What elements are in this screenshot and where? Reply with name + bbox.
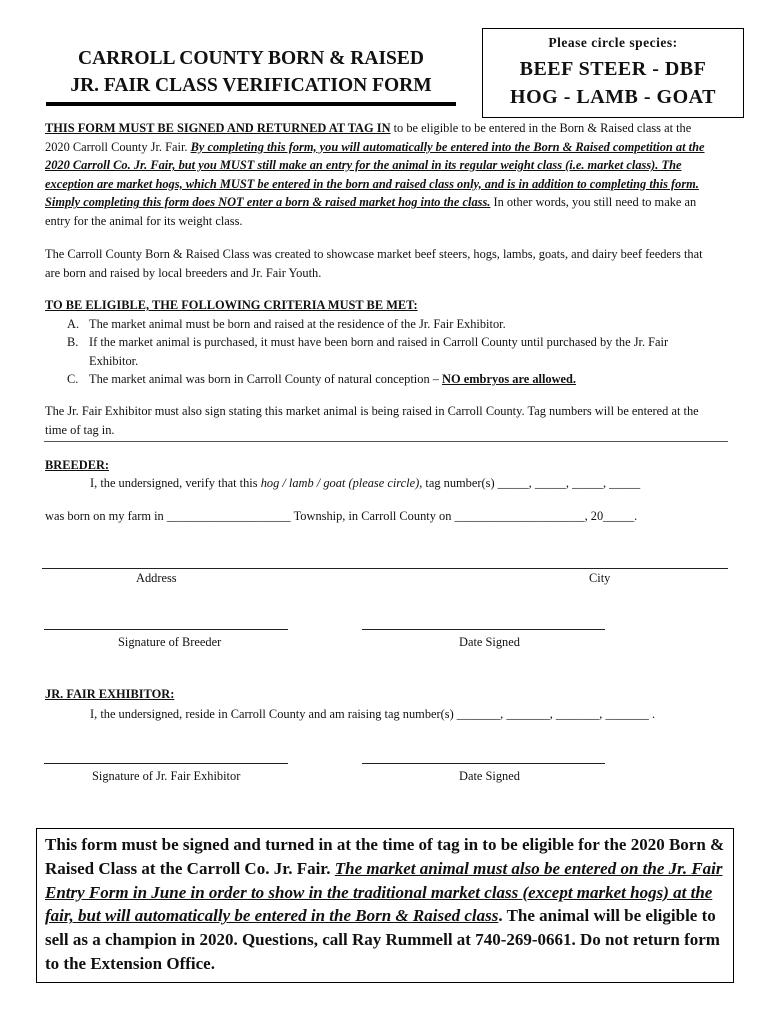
species-options-line1: BEEF STEER - DBF	[519, 58, 707, 80]
criteria-item	[45, 315, 715, 334]
description-paragraph: The Carroll County Born & Raised Class was created to showcase market beef steers, hogs, lambs, goats, and dairy beef feeders that are born and raised by local breeders and Jr. Fair Youth.	[45, 247, 703, 280]
form-title	[46, 45, 456, 99]
exhibitor-statement[interactable]: I, the undersigned, reside in Carroll County and am raising tag number(s) _______, _______, _______, _______ .	[90, 707, 656, 721]
breeder-species-choice[interactable]: hog / lamb / goat (please circle)	[260, 476, 420, 490]
criteria-item-text-wrap	[89, 370, 715, 389]
breeder-tag-numbers-field[interactable]: , tag number(s) _____, _____, _____, _____	[419, 476, 641, 490]
exhibitor-date-line[interactable]	[362, 763, 605, 764]
criteria-heading: TO BE ELIGIBLE, THE FOLLOWING CRITERIA MUST BE MET:	[45, 298, 418, 312]
footer-notice-box	[36, 828, 734, 983]
city-label: City	[589, 571, 611, 585]
breeder-date-line[interactable]	[362, 629, 605, 630]
breeder-date-label: Date Signed	[459, 635, 520, 649]
address-city-line[interactable]	[42, 568, 728, 569]
exhibitor-signature-label: Signature of Jr. Fair Exhibitor	[92, 769, 241, 783]
breeder-heading: BREEDER:	[45, 458, 110, 472]
footer-italic: The market animal must also be entered on the Jr. Fair Entry Form in June in order to show in the traditional market class (except market hogs) at the fair, but will automatically be entered in the Born & Raised class	[45, 858, 723, 926]
intro-text1: to be eligible to be entered in the Born & Raised class at the 2020 Carroll County Jr. Fair.	[45, 121, 692, 154]
breeder-born-line[interactable]: was born on my farm in ____________________ Township, in Carroll County on _____________________, 20_____.	[45, 509, 638, 523]
exhibitor-date-label: Date Signed	[459, 769, 520, 783]
criteria-item-letter: A.	[67, 316, 80, 331]
form-title-line2: JR. FAIR CLASS VERIFICATION FORM	[70, 75, 432, 96]
criteria-item-text: If the market animal is purchased, it must have been born and raised in Carroll County until purchased by the Jr. Fair Exhibitor.	[89, 335, 669, 368]
intro-bold-italic: By completing this form, you will automatically be entered into the Born & Raised competition at the 2020 Carroll Co. Jr. Fair, but you MUST still make an entry for the animal in its regular weight class (i.e. market class). The exception are market hogs, which MUST be entered in the born and raised class only, and is in addition to completing this form. Simply completing this form does NOT enter a born & raised market hog into the class.	[45, 139, 705, 210]
criteria-item	[45, 370, 715, 389]
intro-bold-lead: THIS FORM MUST BE SIGNED AND RETURNED AT TAG IN	[45, 121, 391, 135]
criteria-item-bold: NO embryos are allowed.	[442, 372, 577, 387]
section-divider	[44, 441, 728, 442]
address-label: Address	[136, 571, 177, 585]
exhibitor-note: The Jr. Fair Exhibitor must also sign stating this market animal is being raised in Carroll County. Tag numbers will be entered at the time of tag in.	[45, 404, 699, 437]
footer-text1: This form must be signed and turned in at the time of tag in to be eligible for the 2020 Born & Raised Class at the Carroll Co. Jr. Fair.	[45, 835, 725, 878]
criteria-item	[45, 333, 715, 370]
breeder-signature-label: Signature of Breeder	[118, 635, 222, 649]
species-options-line2: HOG - LAMB - GOAT	[510, 86, 716, 108]
exhibitor-signature-line[interactable]	[44, 763, 288, 764]
form-title-line1: CARROLL COUNTY BORN & RAISED	[78, 48, 424, 69]
intro-text2: In other words, you still need to make an entry for the animal for its weight class.	[45, 195, 697, 228]
criteria-item-letter: B.	[67, 335, 79, 350]
criteria-item-text: The market animal must be born and raised at the residence of the Jr. Fair Exhibitor.	[89, 316, 506, 331]
breeder-verify-prefix: I, the undersigned, verify that this	[90, 476, 261, 490]
species-heading: Please circle species:	[548, 35, 678, 50]
intro-paragraph	[45, 119, 715, 231]
species-box	[482, 28, 744, 118]
title-rule	[46, 102, 456, 106]
criteria-item-letter: C.	[67, 372, 79, 387]
footer-text2: . The animal will be eligible to sell as a champion in 2020. Questions, call Ray Rummell at 740-269-0661. Do not return form to the Extension Office.	[45, 906, 720, 973]
breeder-verify-statement	[90, 474, 730, 493]
criteria-item-text: The market animal was born in Carroll County of natural conception –	[89, 372, 443, 387]
breeder-signature-line[interactable]	[44, 629, 288, 630]
exhibitor-heading: JR. FAIR EXHIBITOR:	[45, 687, 175, 701]
criteria-section	[45, 296, 715, 389]
